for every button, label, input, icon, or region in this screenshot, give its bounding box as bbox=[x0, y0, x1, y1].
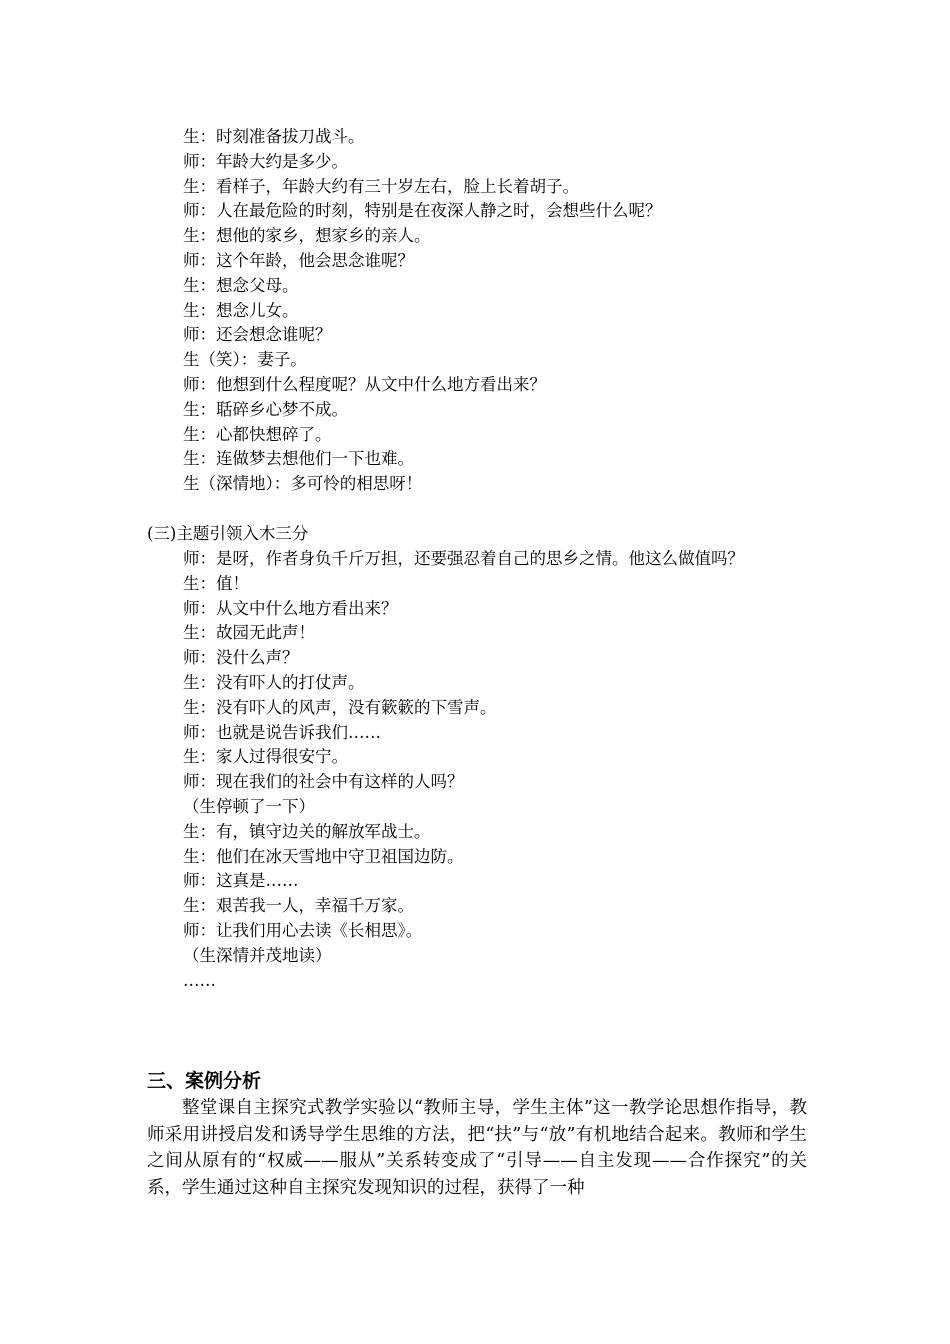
dialogue-line: （生深情并茂地读） bbox=[183, 945, 332, 965]
analysis-heading: 三、案例分析 bbox=[147, 1070, 262, 1092]
dialogue-line: 生：有，镇守边关的解放军战士。 bbox=[183, 821, 431, 841]
dialogue-line: 生：连做梦去想他们一下也难。 bbox=[183, 449, 414, 469]
dialogue-line: 生：艰苦我一人，幸福千万家。 bbox=[183, 896, 414, 916]
dialogue-line: 师：这真是…… bbox=[183, 871, 299, 891]
dialogue-line: 师：是呀，作者身负千斤万担，还要强忍着自己的思乡之情。他这么做值吗？ bbox=[183, 549, 744, 568]
dialogue-line: 生：他们在冰天雪地中守卫祖国边防。 bbox=[183, 846, 464, 866]
analysis-paragraph: 整堂课自主探究式教学实验以“教师主导，学生主体”这一教学论思想作指导，教师采用讲授启发和诱导学生思维的方法，把“扶”与“放”有机地结合起来。教师和学生之间从原有的“权威——服从”关系转变成了“引导——自主发现——合作探究”的关系，学生通过这种自主探究发现知识的过程，获得了一种 bbox=[147, 1098, 807, 1198]
dialogue-line: 生：故园无此声！ bbox=[183, 623, 315, 643]
dialogue-line: 师：这个年龄，他会思念谁呢？ bbox=[183, 250, 414, 270]
dialogue-line: 师：让我们用心去读《长相思》。 bbox=[183, 920, 423, 940]
dialogue-line: 生：没有吓人的风声，没有簌簌的下雪声。 bbox=[183, 697, 497, 717]
dialogue-block-1 bbox=[183, 125, 823, 497]
dialogue-line: 师：也就是说告诉我们…… bbox=[183, 722, 381, 742]
section-heading: (三)主题引领入木三分 bbox=[147, 524, 309, 543]
dialogue-line: 生：没有吓人的打仗声。 bbox=[183, 672, 365, 692]
dialogue-line: 师：人在最危险的时刻，特别是在夜深人静之时，会想些什么呢？ bbox=[183, 201, 662, 221]
dialogue-line: 师：现在我们的社会中有这样的人吗？ bbox=[183, 772, 464, 792]
dialogue-line: 生：想念父母。 bbox=[183, 275, 299, 295]
dialogue-line: 生：家人过得很安宁。 bbox=[183, 747, 348, 767]
dialogue-line: 生：看样子，年龄大约有三十岁左右，脸上长着胡子。 bbox=[183, 176, 579, 196]
dialogue-line: （生停顿了一下） bbox=[183, 796, 315, 816]
dialogue-line: 师：从文中什么地方看出来？ bbox=[183, 598, 398, 618]
dialogue-line: …… bbox=[183, 970, 216, 990]
dialogue-block-2 bbox=[183, 547, 823, 993]
dialogue-line: 生：聒碎乡心梦不成。 bbox=[183, 399, 348, 419]
dialogue-line: 生：想念儿女。 bbox=[183, 300, 299, 320]
dialogue-line: 师：没什么声？ bbox=[183, 648, 299, 668]
dialogue-line: 生（笑）：妻子。 bbox=[183, 350, 307, 370]
dialogue-line: 生：心都快想碎了。 bbox=[183, 424, 332, 444]
dialogue-line: 生：想他的家乡，想家乡的亲人。 bbox=[183, 226, 431, 246]
dialogue-line: 生：值！ bbox=[183, 573, 249, 593]
dialogue-line: 生：时刻准备拔刀战斗。 bbox=[183, 127, 365, 146]
dialogue-line: 师：年龄大约是多少。 bbox=[183, 151, 348, 171]
dialogue-line: 师：他想到什么程度呢？从文中什么地方看出来？ bbox=[183, 374, 546, 394]
dialogue-line: 师：还会想念谁呢？ bbox=[183, 325, 332, 345]
dialogue-line: 生（深情地）：多可怜的相思呀！ bbox=[183, 474, 423, 494]
